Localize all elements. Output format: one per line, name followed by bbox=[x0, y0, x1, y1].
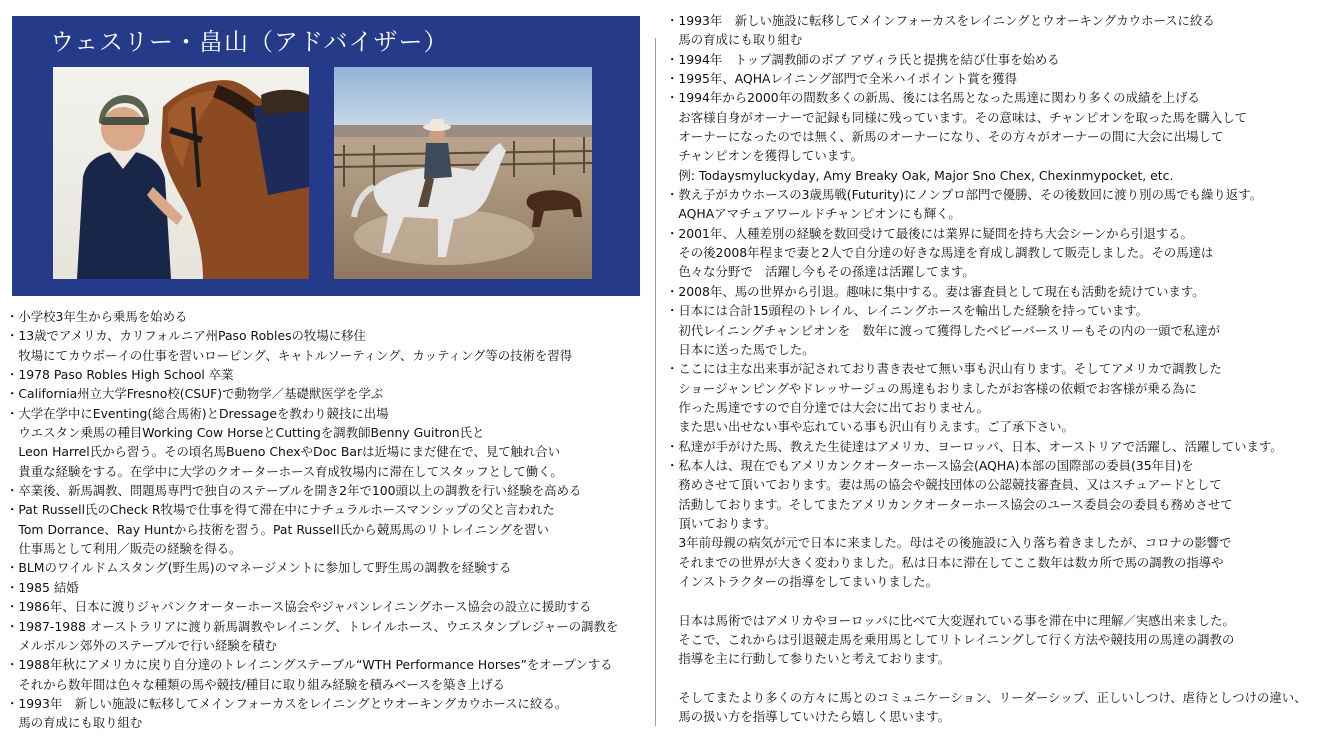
history-line: ・1994年 トップ調教師のボブ アヴィラ氏と提携を結び仕事を始める bbox=[666, 51, 1060, 67]
history-line: 例: Todaysmyluckyday, Amy Breaky Oak, Major Sno Chex, Chexinmypocket, etc. bbox=[666, 167, 1174, 183]
history-line: 初代レイニングチャンピオンを 数年に渡って獲得したベビーバースリーもその内の一頭で私達が bbox=[666, 322, 1221, 338]
history-line: 牧場にてカウボーイの仕事を習いローピング、キャトルソーティング、カッティング等の技術を習得 bbox=[6, 347, 573, 363]
history-line: それから数年間は色々な種類の馬や競技/種目に取り組み経験を積みベースを築き上げる bbox=[6, 676, 505, 692]
blank-line bbox=[666, 591, 1316, 610]
history-line: また思い出せない事や忘れている事も沢山有りえます。ご了承下さい。 bbox=[666, 419, 1074, 435]
history-line: ・1995年、AQHAレイニング部門で全米ハイポイント賞を獲得 bbox=[666, 71, 1017, 87]
history-line: ・Pat Russell氏のCheck R牧場で仕事を得て滞在中にナチュラルホースマンシップの父と言われた bbox=[6, 502, 555, 518]
history-line: その後2008年程まで妻と2人で自分達の好きな馬達を育成し調教して販売しました。その馬達は bbox=[666, 245, 1214, 261]
photo-rider-with-horse-icon bbox=[53, 67, 309, 279]
history-line: そこで、これからは引退競走馬を乗用馬としてリトレイニングして行く方法や競技用の馬達の調教の bbox=[666, 632, 1235, 647]
history-line: ・ここには主な出来事が記されており書き表せて無い事も沢山有ります。そしてアメリカで調教した bbox=[666, 361, 1222, 377]
history-line: オーナーになったのでは無く、新馬のオーナーになり、その方々がオーナーの間に大会に出場して bbox=[666, 129, 1224, 145]
history-line: 馬の育成にも取り組む bbox=[666, 32, 803, 48]
career-history-right-column bbox=[666, 11, 1316, 727]
history-line: 日本に送った馬でした。 bbox=[666, 341, 815, 357]
history-line: 色々な分野で 活躍し今もその孫達は活躍してます。 bbox=[666, 264, 975, 280]
history-line: ・教え子がカウホースの3歳馬戦(Futurity)にノンプロ部門で優勝、その後数回に渡り別の馬でも繰り返す。 bbox=[666, 187, 1262, 203]
history-line: 馬の育成にも取り組む bbox=[6, 715, 143, 731]
history-line: ・1985 結婚 bbox=[6, 579, 79, 595]
history-line: ・1978 Paso Robles High School 卒業 bbox=[6, 367, 234, 383]
history-line: ・1994年から2000年の間数多くの新馬、後には名馬となった馬達に関わり多くの成績を上げる bbox=[666, 90, 1200, 106]
history-line: ウエスタン乗馬の種目Working Cow HorseとCuttingを調教師Benny Guitron氏と bbox=[6, 425, 485, 441]
history-line: 作った馬達ですので自分達では大会に出ておりません。 bbox=[666, 399, 989, 415]
history-line: 日本は馬術ではアメリカやヨーロッパに比べて大変遅れている事を滞在中に理解／実感出来ました。 bbox=[666, 612, 1235, 628]
history-line: 仕事馬として利用／販売の経験を得る。 bbox=[6, 541, 242, 557]
history-line: ・1993年 新しい施設に転移してメインフォーカスをレイニングとウオーキングカウホースに絞る bbox=[666, 13, 1215, 28]
history-line: ・13歳でアメリカ、カリフォルニア州Paso Roblesの牧場に移住 bbox=[6, 328, 366, 344]
history-line: 頂いております。 bbox=[666, 515, 777, 531]
history-line: そしてまたより多くの方々に馬とのコミュニケーション、リーダーシップ、正しいしつけ、虐待としつけの違い、 bbox=[666, 690, 1307, 706]
history-line: 貴重な経験をする。在学中に大学のクオーターホース育成牧場内に滞在してスタッフとして働く。 bbox=[6, 463, 563, 479]
history-line: ・BLMのワイルドムスタング(野生馬)のマネージメントに参加して野生馬の調教を経験する bbox=[6, 560, 512, 576]
career-history-left-column bbox=[6, 307, 646, 733]
history-line: 馬の扱い方を指導していけたら嬉しく思います。 bbox=[666, 709, 950, 725]
history-line: チャンピオンを獲得しています。 bbox=[666, 148, 863, 164]
history-line: 活動しております。そしてまたアメリカンクオーターホース協会のユース委員会の委員も務めさせて bbox=[666, 496, 1233, 512]
profile-banner bbox=[12, 16, 640, 296]
column-divider bbox=[655, 38, 656, 726]
history-line: メルボルン郊外のステーブルで行い経験を積む bbox=[6, 637, 277, 653]
photo-cutting-horse-icon bbox=[334, 67, 592, 279]
history-line: 指導を主に行動して参りたいと考えております。 bbox=[666, 651, 950, 667]
history-line: インストラクターの指導をしてまいりました。 bbox=[666, 573, 938, 589]
history-line: ・2001年、人種差別の経験を数回受けて最後には業界に疑問を持ち大会シーンから引退する。 bbox=[666, 225, 1193, 241]
history-line: AQHAアマチュアワールドチャンピオンにも輝く。 bbox=[666, 206, 961, 222]
history-line: ・日本には合計15頭程のトレイル、レイニングホースを輸出した経験を持っています。 bbox=[666, 303, 1149, 319]
history-line: ・私本人は、現在でもアメリカンクオーターホース協会(AQHA)本部の国際部の委員(35年目)を bbox=[666, 457, 1194, 473]
history-line: ・1993年 新しい施設に転移してメインフォーカスをレイニングとウオーキングカウホースに絞る。 bbox=[6, 695, 568, 711]
history-line: それまでの世界が大きく変わりました。私は日本に滞在してここ数年は数カ所で馬の調教の指導や bbox=[666, 554, 1224, 570]
history-line: ショージャンピングやドレッサージュの馬達もおりましたがお客様の依頼でお客様が乗る為に bbox=[666, 380, 1197, 396]
cutting-horse-ranch-photo bbox=[334, 67, 592, 279]
history-line: ・2008年、馬の世界から引退。趣味に集中する。妻は審査員として現在も活動を続けています。 bbox=[666, 283, 1205, 299]
history-line: お客様自身がオーナーで記録も同様に残っています。その意味は、チャンピオンを取った馬を購入して bbox=[666, 109, 1247, 125]
portrait-with-horse-photo bbox=[53, 67, 309, 279]
history-line: 務めさせて頂いております。妻は馬の協会や競技団体の公認競技審査員、又はスチュアードとして bbox=[666, 477, 1222, 493]
history-line: Tom Dorrance、Ray Huntから技術を習う。Pat Russell氏から競馬馬のリトレイニングを習い bbox=[6, 521, 549, 537]
history-line: 3年前母親の病気が元で日本に来ました。母はその後施設に入り落ち着きましたが、コロナの影響で bbox=[666, 535, 1232, 551]
history-line: ・1986年、日本に渡りジャパンクオーターホース協会やジャパンレイニングホース協会の設立に援助する bbox=[6, 599, 592, 615]
history-line: ・California州立大学Fresno校(CSUF)で動物学／基礎獣医学を学ぶ bbox=[6, 386, 384, 402]
history-line: ・卒業後、新馬調教、問題馬専門で独自のステーブルを開き2年で100頭以上の調教を行い経験を高める bbox=[6, 483, 582, 499]
history-line: ・大学在学中にEventing(総合馬術)とDressageを教わり競技に出場 bbox=[6, 405, 389, 421]
history-line: ・私達が手がけた馬、教えた生徒達はアメリカ、ヨーロッパ、日本、オーストリアで活躍し、活躍しています。 bbox=[666, 438, 1283, 454]
history-line: ・1987-1988 オーストラリアに渡り新馬調教やレイニング、トレイルホース、ウエスタンプレジャーの調教を bbox=[6, 618, 619, 634]
history-line: ・1988年秋にアメリカに戻り自分達のトレイニングステーブル“WTH Performance Horses”をオープンする bbox=[6, 657, 613, 673]
history-line: ・小学校3年生から乗馬を始める bbox=[6, 309, 188, 324]
blank-line bbox=[666, 669, 1316, 688]
history-line: Leon Harrel氏から習う。その頃名馬Bueno ChexやDoc Barは近場にまだ健在で、見て触れ合い bbox=[6, 444, 561, 460]
page-title: ウェスリー・畠山（アドバイザー） bbox=[50, 28, 449, 56]
